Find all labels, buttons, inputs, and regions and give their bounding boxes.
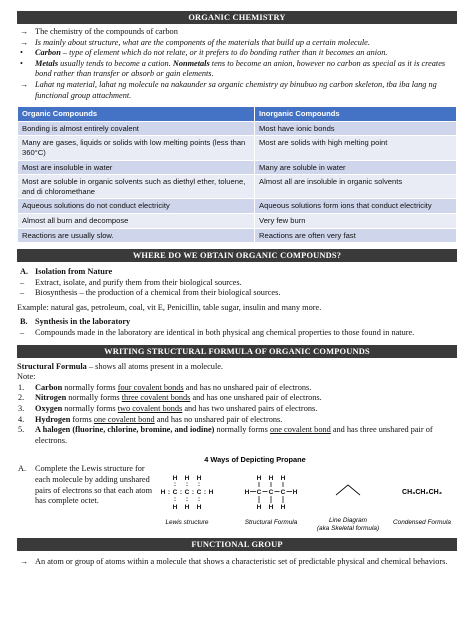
note-item: 2. Nitrogen normally forms three covalent bonds and has one unshared pair of electrons. <box>18 393 322 403</box>
table-cell: Reactions are usually slow. <box>18 228 255 243</box>
intro-line-3: • Carbon – type of element which do not relate, or it prefers to do bonding rather than it becomes an anion. <box>20 48 388 58</box>
svg-text:H: H <box>172 475 178 483</box>
svg-text:C: C <box>256 489 262 497</box>
table-cell: Most are soluble in organic solvents such as diethyl ether, toluene, and di chloromethane <box>18 175 255 199</box>
svg-text::: : <box>167 489 171 497</box>
table-cell: Aqueous solutions form ions that conduct electricity <box>255 199 457 214</box>
bullet-icon: • <box>20 58 23 68</box>
table-cell: Many are soluble in water <box>255 160 457 175</box>
svg-text::: : <box>173 481 177 489</box>
table-cell: Many are gases, liquids or solids with low melting points (less than 360°C) <box>18 136 255 160</box>
svg-text:H: H <box>292 489 298 497</box>
table-row <box>18 199 457 214</box>
table-row <box>18 228 457 243</box>
arrow-icon: → <box>20 37 29 47</box>
table-row <box>18 175 457 199</box>
svg-text::: : <box>191 489 195 497</box>
condensed-caption: Condensed Formula <box>393 519 451 527</box>
svg-text:H: H <box>184 504 190 512</box>
intro-line-4: • Metals usually tends to become a cation. Nonmetals tens to become an anion, however no carbon as special as it is creates bond rather than transfer or absorb or gain elements. <box>20 58 446 79</box>
intro-line-2: → Is mainly about structure, what are the components of the materials that build up a certain molecule. <box>20 37 370 47</box>
table-cell: Very few burn <box>255 213 457 228</box>
lewis-task-area <box>17 452 457 534</box>
where-b-heading: B. Synthesis in the laboratory <box>20 317 131 327</box>
writing-section <box>17 362 457 535</box>
svg-text::: : <box>203 489 207 497</box>
table-row <box>18 136 457 160</box>
where-a-item-1: – Extract, isolate, and purify them from their biological sources. <box>20 277 242 287</box>
structural-caption: Structural Formula <box>244 519 298 527</box>
where-b-item-1: – Compounds made in the laboratory are identical in both physical ang chemical properties to those found in nature. <box>20 328 415 338</box>
table-row <box>18 160 457 175</box>
intro-line-5: → Lahat ng material, lahat ng molecule na nakaunder sa organic chemistry ay binubuo ng carbon skeleton, tba iba lang ng functional group attachment. <box>20 79 437 100</box>
functional-line-1: → An atom or group of atoms within a molecule that shows a characteristic set of predictable physical and chemical behaviors. <box>20 557 448 567</box>
where-a-item-2: – Biosynthesis – the production of a chemical from their biological sources. <box>20 288 281 298</box>
svg-text:H: H <box>196 475 202 483</box>
propane-condensed-formula: CH₃CH₂CH₃ <box>402 489 442 497</box>
where-a-heading: A. Isolation from Nature <box>20 267 113 277</box>
section-header-organic-chemistry: ORGANIC CHEMISTRY <box>17 11 457 24</box>
table-cell: Bonding is almost entirely covalent <box>18 121 255 136</box>
table-cell: Almost all burn and decompose <box>18 213 255 228</box>
bullet-icon: • <box>20 48 23 58</box>
where-section <box>17 267 457 339</box>
svg-text:C: C <box>268 489 274 497</box>
propane-figure <box>159 452 457 534</box>
note-item: 4. Hydrogen forms one covalent bond and has no unshared pair of electrons. <box>18 414 283 424</box>
arrow-icon: → <box>20 557 29 567</box>
table-row <box>18 213 457 228</box>
svg-text:H: H <box>160 489 166 497</box>
propane-lewis-structure <box>161 475 214 511</box>
where-example: Example: natural gas, petroleum, coal, vit E, Penicillin, table sugar, insulin and many more. <box>17 302 322 312</box>
section-header-where: WHERE DO WE OBTAIN ORGANIC COMPOUNDS? <box>17 249 457 262</box>
svg-text:C: C <box>172 489 178 497</box>
comparison-table <box>17 106 457 243</box>
svg-text::: : <box>197 496 201 504</box>
lewis-caption: Lewis structure <box>165 519 209 527</box>
svg-text:H: H <box>280 504 286 512</box>
lewis-task: A. Complete the Lewis structure for each molecule by adding unshared pairs of electrons so that each atom has complete octet. <box>18 464 153 506</box>
document-page <box>17 11 457 568</box>
svg-text:H: H <box>256 504 262 512</box>
svg-text::: : <box>185 496 189 504</box>
intro-section <box>17 27 457 101</box>
svg-text:H: H <box>244 489 250 497</box>
table-cell: Most have ionic bonds <box>255 121 457 136</box>
svg-text:C: C <box>184 489 190 497</box>
table-row <box>18 121 457 136</box>
arrow-icon: → <box>20 27 29 36</box>
svg-text::: : <box>179 489 183 497</box>
table-header-row <box>18 107 457 122</box>
svg-text::: : <box>173 496 177 504</box>
table-header-inorganic: Inorganic Compounds <box>255 107 457 122</box>
propane-line-diagram <box>336 485 360 495</box>
note-label: Note: <box>17 372 36 382</box>
svg-text:H: H <box>208 489 214 497</box>
svg-text::: : <box>197 481 201 489</box>
propane-figure-title: 4 Ways of Depicting Propane <box>204 455 306 465</box>
table-cell: Most are solids with high melting point <box>255 136 457 160</box>
structural-formula-definition: Structural Formula – shows all atoms present in a molecule. <box>17 361 224 371</box>
propane-structural-formula <box>245 475 298 511</box>
svg-text:C: C <box>196 489 202 497</box>
svg-text:H: H <box>184 475 190 483</box>
line-diagram-subcaption: (aka Skeletal formula) <box>316 525 380 533</box>
line-diagram-caption: Line Diagram <box>328 517 368 525</box>
svg-text:H: H <box>268 504 274 512</box>
svg-text:H: H <box>268 475 274 483</box>
table-cell: Almost all are insoluble in organic solvents <box>255 175 457 199</box>
section-header-writing: WRITING STRUCTURAL FORMULA OF ORGANIC COMPOUNDS <box>17 345 457 358</box>
svg-text::: : <box>185 481 189 489</box>
table-cell: Reactions are often very fast <box>255 228 457 243</box>
dash-icon: – <box>20 277 25 287</box>
section-header-functional: FUNCTIONAL GROUP <box>17 538 457 551</box>
intro-line-1: → The chemistry of the compounds of carbon <box>20 27 178 36</box>
note-item: 1. Carbon normally forms four covalent bonds and has no unshared pair of electrons. <box>18 382 312 392</box>
dash-icon: – <box>20 328 25 338</box>
table-cell: Aqueous solutions do not conduct electricity <box>18 199 255 214</box>
arrow-icon: → <box>20 79 29 89</box>
dash-icon: – <box>20 288 25 298</box>
svg-text:H: H <box>172 504 178 512</box>
svg-text:H: H <box>280 475 286 483</box>
note-item: 3. Oxygen normally forms two covalent bonds and has two unshared pairs of electrons. <box>18 404 318 414</box>
functional-section <box>17 557 457 568</box>
note-item: 5. A halogen (fluorine, chlorine, bromine, and iodine) normally forms one covalent bond and has three unshared pair of electrons. <box>18 425 433 445</box>
table-header-organic: Organic Compounds <box>18 107 255 122</box>
svg-text:H: H <box>196 504 202 512</box>
svg-text:C: C <box>280 489 286 497</box>
svg-text:H: H <box>256 475 262 483</box>
table-cell: Most are insoluble in water <box>18 160 255 175</box>
